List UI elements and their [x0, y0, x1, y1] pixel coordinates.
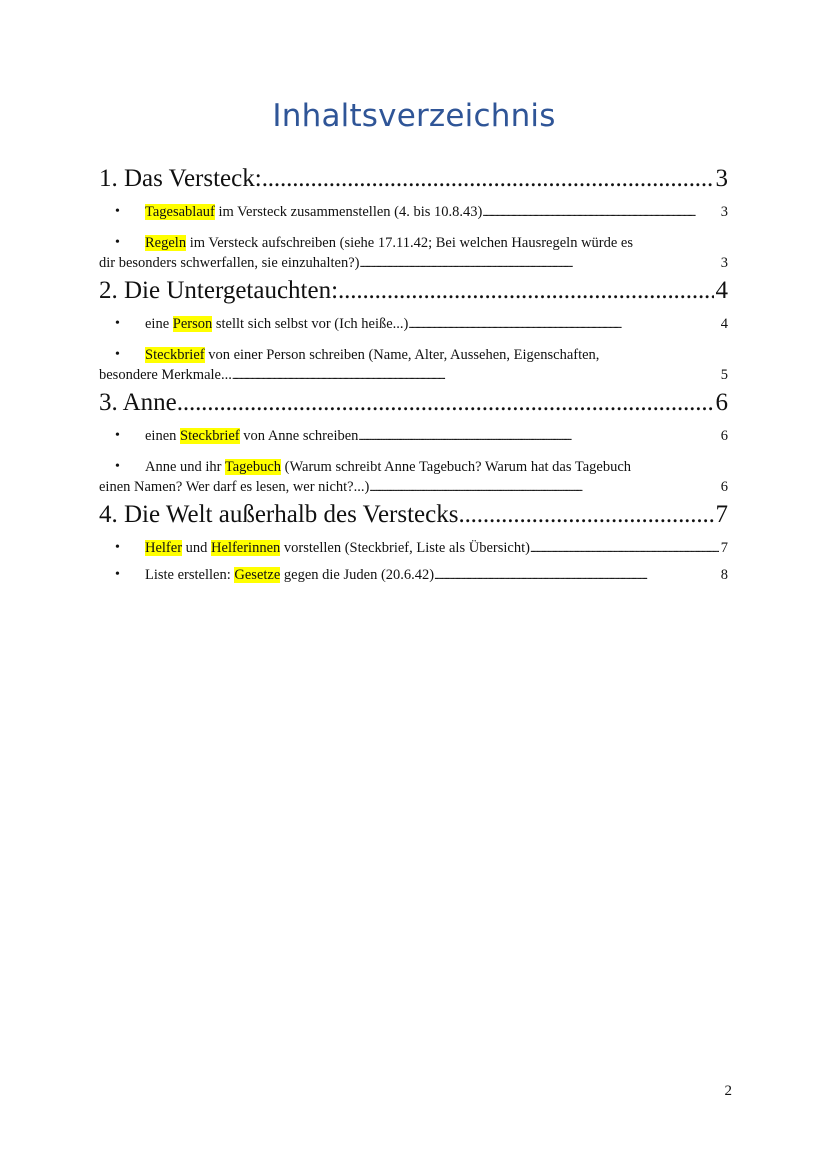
toc-heading-page: 4 — [715, 277, 728, 304]
toc-entry-page: 6 — [720, 479, 728, 495]
page-number: 2 — [724, 1083, 732, 1099]
toc-heading-page: 6 — [715, 389, 728, 416]
dot-leader — [262, 162, 714, 196]
toc-entry[interactable]: • Liste erstellen: Gesetze gegen die Juden (20.6.42) . . . 8 — [99, 565, 728, 586]
toc-heading-1[interactable] — [99, 162, 728, 196]
highlighted-term: Person — [172, 316, 213, 332]
toc-entry-page: 7 — [720, 540, 728, 556]
dot-leader — [369, 478, 718, 498]
toc-entry-page: 4 — [720, 316, 728, 332]
toc-entry-page: 5 — [720, 367, 728, 383]
bullet-icon: • — [115, 540, 120, 555]
dot-leader — [232, 366, 719, 386]
toc-heading-text: 4. Die Welt außerhalb des Verstecks — [99, 501, 459, 528]
highlighted-term: Steckbrief — [180, 428, 240, 444]
toc-heading-page: 3 — [715, 165, 728, 192]
toc-entry[interactable]: • Anne und ihr Tagebuch (Warum schreibt Anne Tagebuch? Warum hat das Tagebuch einen Namen? Wer darf es lesen, wer nicht?...) . . . 6 — [99, 457, 728, 498]
highlighted-term: Tagesablauf — [145, 204, 215, 220]
table-of-contents — [99, 162, 728, 586]
highlighted-term: Helfer — [145, 540, 183, 556]
highlighted-term: Gesetze — [234, 567, 281, 583]
dot-leader — [338, 274, 713, 308]
toc-entry[interactable]: • Steckbrief von einer Person schreiben (Name, Alter, Aussehen, Eigenschaften, besondere Merkmale... . . . 5 — [99, 345, 728, 386]
toc-entry-page: 6 — [720, 428, 728, 444]
toc-heading-text: 1. Das Versteck: — [99, 165, 262, 192]
bullet-icon: • — [115, 459, 120, 474]
bullet-icon: • — [115, 204, 120, 219]
highlighted-term: Tagebuch — [224, 459, 282, 475]
highlighted-term: Steckbrief — [145, 347, 205, 363]
highlighted-term: Helferinnen — [211, 540, 281, 556]
dot-leader — [408, 315, 718, 335]
dot-leader — [530, 539, 719, 559]
toc-title: Inhaltsverzeichnis — [272, 98, 556, 134]
toc-heading-text: 2. Die Untergetauchten: — [99, 277, 339, 304]
dot-leader — [458, 498, 713, 532]
toc-heading-page: 7 — [715, 501, 728, 528]
bullet-icon: • — [115, 316, 120, 331]
dot-leader — [360, 254, 719, 274]
dot-leader — [434, 566, 719, 586]
highlighted-term: Regeln — [145, 235, 187, 251]
toc-heading-text: 3. Anne — [99, 389, 177, 416]
toc-entry-page: 8 — [720, 567, 728, 583]
bullet-icon: • — [115, 235, 120, 250]
dot-leader — [358, 427, 718, 447]
dot-leader — [177, 386, 714, 420]
toc-heading-2[interactable] — [99, 274, 728, 308]
toc-entry-page: 3 — [720, 255, 728, 271]
toc-entry[interactable]: • einen Steckbrief von Anne schreiben . . . 6 — [99, 426, 728, 447]
toc-entry[interactable]: • Regeln im Versteck aufschreiben (siehe 17.11.42; Bei welchen Hausregeln würde es dir besonders schwerfallen, sie einzuhalten?) . . . 3 — [99, 233, 728, 274]
toc-entry[interactable]: • Helfer und Helferinnen vorstellen (Steckbrief, Liste als Übersicht) . . . 7 — [99, 538, 728, 559]
dot-leader — [482, 203, 718, 223]
bullet-icon: • — [115, 347, 120, 362]
bullet-icon: • — [115, 428, 120, 443]
toc-entry-page: 3 — [720, 204, 728, 220]
toc-entry[interactable]: • Tagesablauf im Versteck zusammenstellen (4. bis 10.8.43) . . . 3 — [99, 202, 728, 223]
bullet-icon: • — [115, 567, 120, 582]
toc-heading-3[interactable] — [99, 386, 728, 420]
toc-entry[interactable]: • eine Person stellt sich selbst vor (Ich heiße...) . . . 4 — [99, 314, 728, 335]
toc-heading-4[interactable] — [99, 498, 728, 532]
